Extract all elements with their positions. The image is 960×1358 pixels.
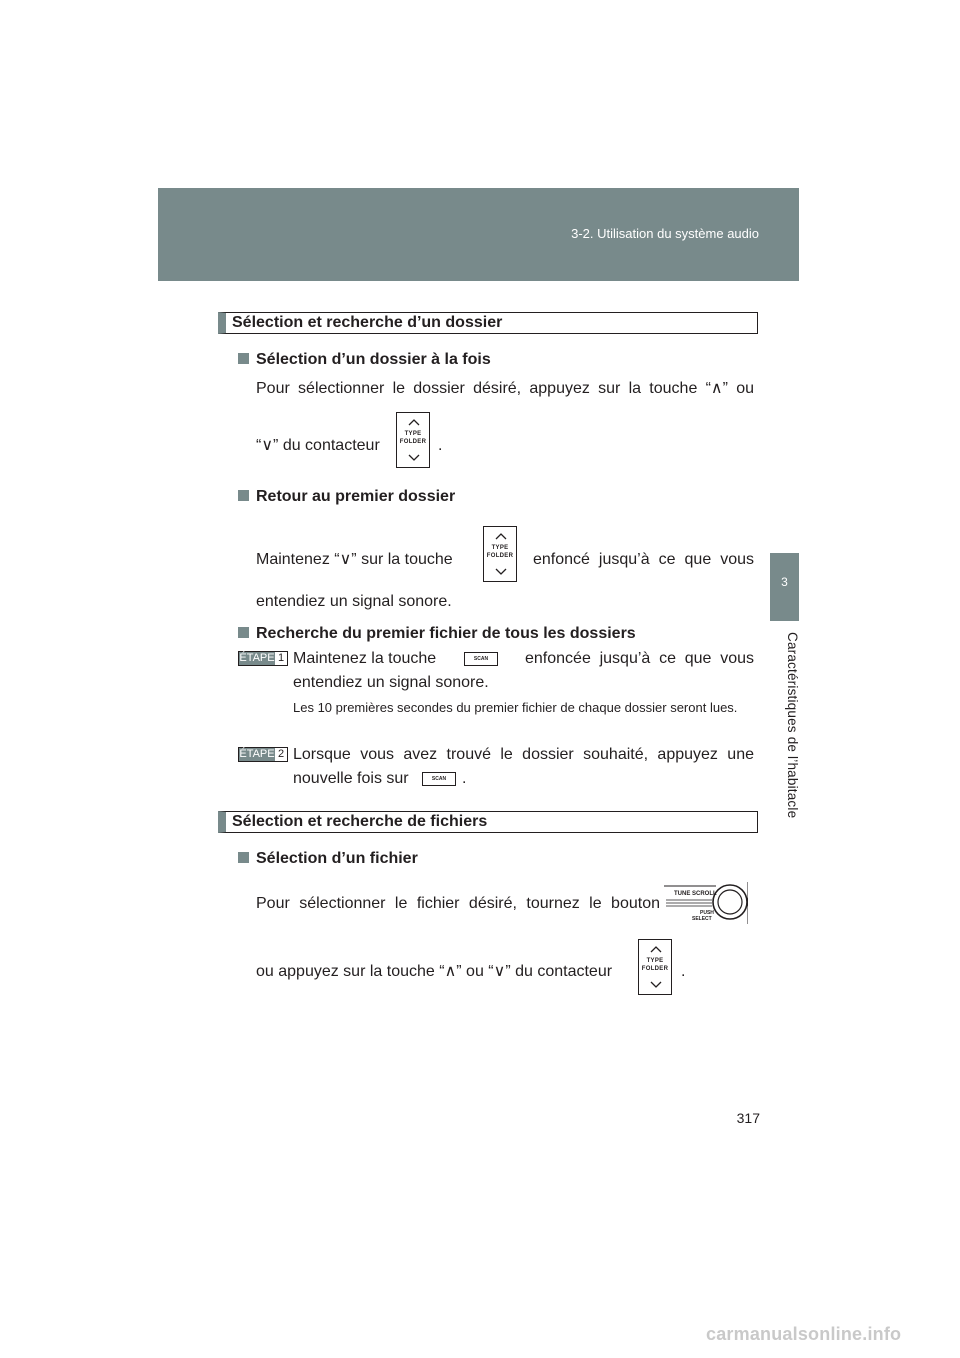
chevron-up-icon	[650, 945, 662, 953]
paragraph-line: .	[438, 437, 443, 454]
subsection-title-select-folder	[238, 351, 491, 369]
square-bullet-icon	[238, 490, 249, 501]
knob-label: TUNE SCROLL	[674, 891, 717, 897]
square-bullet-icon	[238, 852, 249, 863]
paragraph-line: enfoncé jusqu’à ce que vous	[533, 551, 754, 568]
paragraph-line: Pour sélectionner le dossier désiré, appuyez sur la touche “∧” ou	[256, 380, 754, 397]
chevron-down-icon	[495, 568, 507, 576]
type-folder-button-icon	[483, 526, 517, 582]
step-badge-number: 2	[277, 748, 285, 760]
chevron-up-icon	[408, 418, 420, 426]
step-badge	[238, 651, 288, 666]
paragraph-line: Lorsque vous avez trouvé le dossier souhaité, appuyez une	[293, 746, 754, 763]
paragraph-line: entendiez un signal sonore.	[256, 593, 452, 610]
text-fragment: “∨” du contacteur	[256, 437, 380, 454]
chapter-title-vertical: Caractéristiques de l’habitacle	[785, 632, 800, 819]
chapter-tab	[770, 553, 799, 621]
page-number: 317	[736, 1110, 760, 1126]
watermark: carmanualsonline.info	[706, 1324, 902, 1344]
paragraph-line: Maintenez la touche	[293, 650, 437, 667]
step-badge-number: 1	[277, 652, 285, 664]
paragraph-line: Maintenez “∨” sur la touche	[256, 551, 453, 568]
scan-button-icon: SCAN	[422, 772, 456, 786]
tune-knob-icon	[664, 882, 748, 924]
paragraph-line: enfoncée jusqu’à ce que vous	[525, 650, 754, 667]
chevron-down-icon	[650, 981, 662, 989]
subsection-title-select-file	[238, 850, 418, 868]
subsection-title-text: Sélection d’un dossier à la fois	[256, 351, 491, 368]
subsection-title-first-file	[238, 625, 636, 643]
paragraph-line: .	[681, 963, 686, 980]
chapter-number: 3	[781, 575, 788, 589]
subsection-title-first-folder	[238, 488, 455, 506]
step-badge-word: ÉTAPE	[239, 748, 275, 760]
type-folder-button-icon	[638, 939, 672, 995]
knob-label: PUSH	[700, 910, 714, 916]
subsection-title-text: Sélection d’un fichier	[256, 850, 418, 867]
subsection-title-text: Recherche du premier fichier de tous les dossiers	[256, 625, 636, 642]
section-title-folder: Sélection et recherche d’un dossier	[218, 312, 758, 334]
paragraph-line: Pour sélectionner le fichier désiré, tournez le bouton	[256, 895, 660, 912]
paragraph-line: nouvelle fois sur	[293, 770, 409, 787]
button-label: FOLDER	[641, 966, 669, 972]
button-label: TYPE	[646, 958, 664, 964]
button-label: TYPE	[404, 431, 422, 437]
type-folder-button-icon	[396, 412, 430, 468]
chevron-up-icon	[495, 532, 507, 540]
button-label: TYPE	[491, 545, 509, 551]
paragraph-line: ou appuyez sur la touche “∧” ou “∨” du contacteur	[256, 963, 613, 980]
section-label: 3-2. Utilisation du système audio	[571, 226, 759, 241]
chapter-header-band	[158, 188, 799, 281]
step-note: Les 10 premières secondes du premier fichier de chaque dossier seront lues.	[293, 700, 738, 715]
button-label: FOLDER	[486, 553, 514, 559]
square-bullet-icon	[238, 627, 249, 638]
knob-label: SELECT	[692, 916, 712, 922]
button-label: FOLDER	[399, 439, 427, 445]
scan-button-icon: SCAN	[464, 652, 498, 666]
subsection-title-text: Retour au premier dossier	[256, 488, 456, 505]
chevron-down-icon	[408, 454, 420, 462]
step-badge	[238, 747, 288, 762]
step-badge-word: ÉTAPE	[239, 652, 275, 664]
section-title-files: Sélection et recherche de fichiers	[218, 811, 758, 833]
square-bullet-icon	[238, 353, 249, 364]
paragraph-line: entendiez un signal sonore.	[293, 674, 489, 691]
paragraph-line: .	[462, 770, 467, 787]
